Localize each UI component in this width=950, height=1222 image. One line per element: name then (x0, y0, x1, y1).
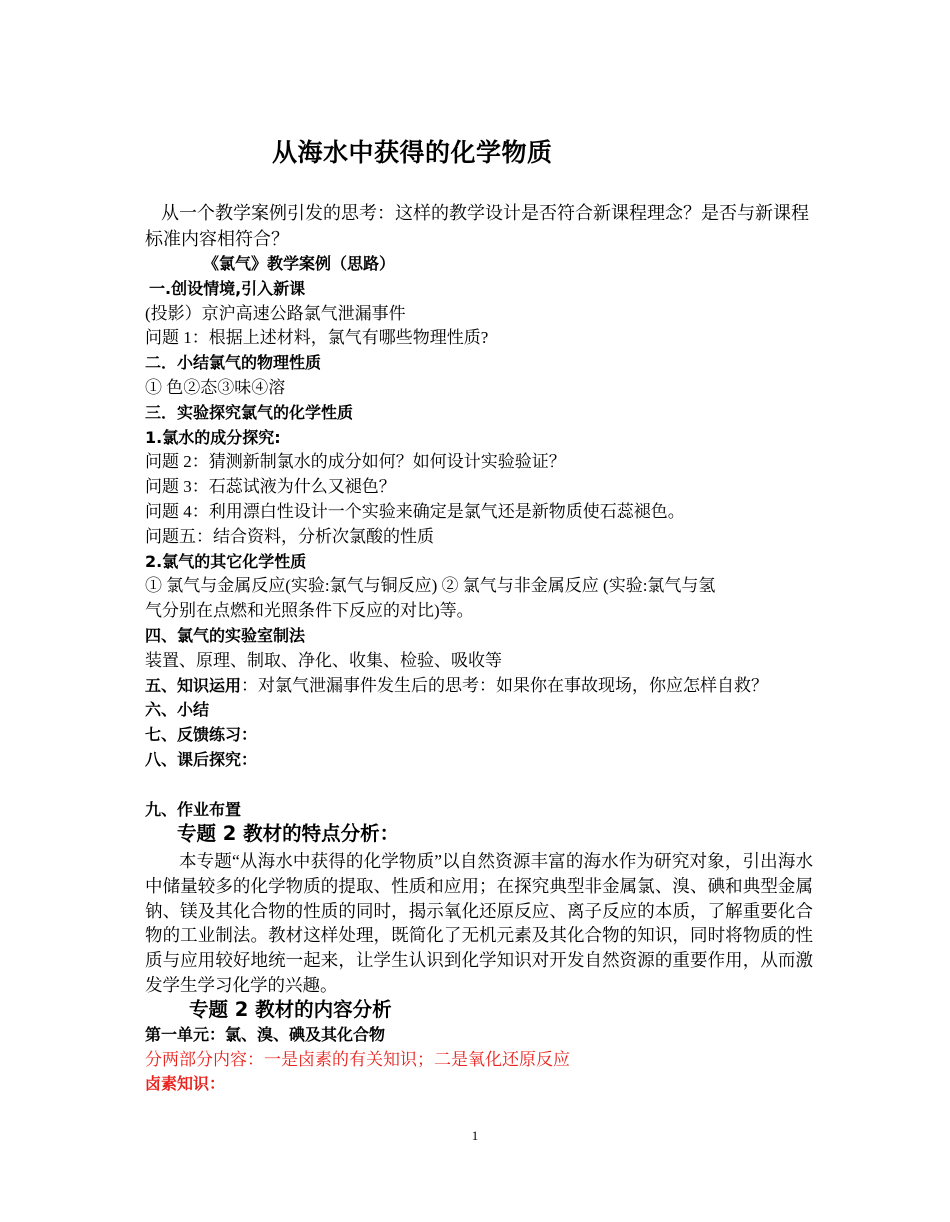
section-3-sub-1: 1.氯水的成分探究: (145, 427, 281, 447)
section-4-line: 装置、原理、制取、净化、收集、检验、吸收等 (145, 650, 502, 670)
section-4-heading: 四、氯气的实验室制法 (145, 625, 306, 645)
unit-1-summary: 分两部分内容：一是卤素的有关知识；二是氧化还原反应 (145, 1049, 570, 1069)
page-title: 从海水中获得的化学物质 (272, 138, 553, 167)
section-5-heading: 五、知识运用 (145, 675, 242, 695)
section-3-line-b: 气分别在点燃和光照条件下反应的对比)等。 (145, 601, 474, 621)
section-3-heading: 三．实验探究氯气的化学性质 (145, 402, 354, 422)
question-4: 问题 4：利用漂白性设计一个实验来确定是氯气还是新物质使石蕊褪色。 (145, 501, 685, 521)
question-5: 问题五：结合资料，分析次氯酸的性质 (145, 526, 434, 546)
page-number: 1 (471, 1128, 479, 1143)
halogen-heading: 卤素知识： (145, 1074, 226, 1094)
section-2-heading: 二．小结氯气的物理性质 (145, 353, 322, 373)
unit-1-heading: 第一单元：氯、溴、碘及其化合物 (145, 1024, 386, 1044)
section-5-text: ：对氯气泄漏事件发生后的思考：如果你在事故现场，你应怎样自救？ (241, 675, 769, 695)
section-6-heading: 六、小结 (145, 700, 210, 720)
lesson-outline (145, 252, 825, 847)
content-analysis (145, 998, 825, 1097)
section-5-line (145, 674, 825, 699)
question-3: 问题 3：石蕊试液为什么又褪色？ (145, 477, 396, 497)
blank-line (145, 773, 825, 798)
section-1-line: (投影）京沪高速公路氯气泄漏事件 (145, 303, 406, 323)
section-7-heading: 七、反馈练习： (145, 725, 258, 745)
question-2: 问题 2：猜测新制氯水的成分如何？如何设计实验验证？ (145, 452, 566, 472)
section-9-heading: 九、作业布置 (145, 799, 242, 819)
content-heading: 专题 2 教材的内容分析 (189, 998, 392, 1021)
feature-paragraph: 本专题“从海水中获得的化学物质”以自然资源丰富的海水作为研究对象，引出海水中储量较多的化学物质的提取、性质和应用；在探究典型非金属氯、溴、碘和典型金属钠、镁及其化合物的性质的同时，揭示氧化还原反应、离子反应的本质，了解重要化合物的工业制法。教材这样处理，既简化了无机元素及其化合物的知识，同时将物质的性质与应用较好地统一起来，让学生认识到化学知识对开发自然资源的重要作用，从而激发学生学习化学的兴趣。 (145, 851, 813, 995)
section-3-sub-2: 2.氯气的其它化学性质 (145, 551, 307, 571)
section-2-line: ① 色②态③味④溶 (145, 377, 286, 397)
section-3-line-a: ① 氯气与金属反应(实验:氯气与铜反应) ② 氯气与非金属反应 (实验:氯气与氢 (145, 576, 716, 596)
case-title: 《氯气》教学案例（思路） (203, 254, 396, 273)
question-1: 问题 1：根据上述材料，氯气有哪些物理性质? (145, 328, 489, 348)
section-8-heading: 八、课后探究： (145, 749, 258, 769)
intro-paragraph: 从一个教学案例引发的思考：这样的教学设计是否符合新课程理念？是否与新课程标准内容相符合？ (145, 203, 809, 249)
section-1-heading: 一.创设情境,引入新课 (149, 278, 306, 298)
feature-heading: 专题 2 教材的特点分析： (177, 822, 400, 846)
